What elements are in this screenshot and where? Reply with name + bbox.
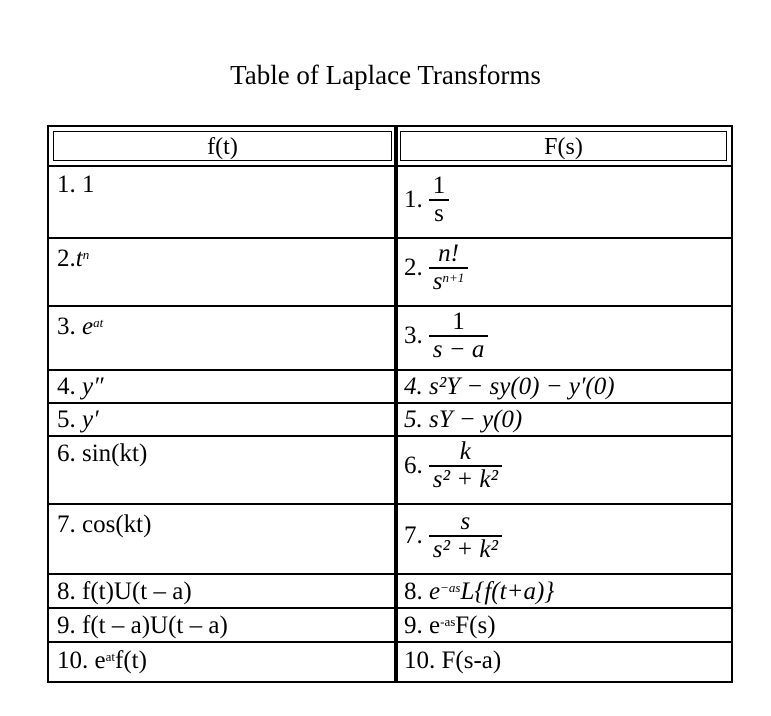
laplace-table xyxy=(47,125,733,683)
row-1-F-numerator: 1 xyxy=(432,172,446,199)
row-8-F-label: 8. xyxy=(404,578,423,605)
row-2-F xyxy=(394,237,733,307)
row-10-F xyxy=(394,641,733,683)
row-7-F-numerator: s xyxy=(460,508,471,535)
header-f-t: f(t) xyxy=(53,131,392,161)
row-8-F-rest: L{f(t+a)} xyxy=(460,578,555,605)
row-9-f-text: 9. f(t – a)U(t – a) xyxy=(57,612,228,639)
row-3-f-exponent: at xyxy=(93,315,104,330)
row-3-F-numerator: 1 xyxy=(452,308,465,335)
row-9-F-rest: F(s) xyxy=(455,612,496,639)
row-6-f xyxy=(47,435,398,505)
row-10-f-label: 10. xyxy=(57,647,89,674)
row-7-F-fraction xyxy=(429,509,502,563)
header-left-cell xyxy=(47,125,398,167)
row-1-F-label: 1. xyxy=(404,186,423,213)
row-2-f-exponent: n xyxy=(82,247,90,262)
row-9-f xyxy=(47,607,398,643)
row-6-F-fraction xyxy=(429,439,502,493)
row-2-F-numerator: n! xyxy=(438,240,459,267)
row-7-F xyxy=(394,503,733,575)
row-8-f-text: 8. f(t)U(t – a) xyxy=(57,578,192,605)
row-8-F xyxy=(394,573,733,609)
row-3-f-base: e xyxy=(82,313,94,340)
row-1-F-fraction xyxy=(429,173,450,227)
header-right-cell xyxy=(394,125,733,167)
row-1-f-text: 1. 1 xyxy=(57,171,95,198)
row-4-F xyxy=(394,369,733,404)
row-8-F-exponent: −as xyxy=(440,580,461,595)
row-2-F-fraction xyxy=(429,241,469,295)
row-8-F-base: e xyxy=(429,578,441,605)
row-7-f xyxy=(47,503,398,575)
row-9-F-base: e xyxy=(429,612,441,639)
row-10-f-exponent: at xyxy=(105,649,115,664)
row-4-f-label: 4. xyxy=(57,373,76,400)
row-6-F xyxy=(394,435,733,505)
row-6-f-text: 6. sin(kt) xyxy=(57,440,148,467)
header-F-s: F(s) xyxy=(400,131,727,161)
row-5-F-text: 5. sY − y(0) xyxy=(404,406,523,433)
row-7-f-text: 7. cos(kt) xyxy=(57,511,152,538)
row-1-F xyxy=(394,165,733,239)
row-5-F xyxy=(394,402,733,437)
row-6-F-denominator: s² + k² xyxy=(429,465,502,493)
row-5-f xyxy=(47,402,398,437)
row-3-f xyxy=(47,305,398,371)
row-7-F-label: 7. xyxy=(404,522,423,549)
row-3-F xyxy=(394,305,733,371)
row-10-F-text: 10. F(s-a) xyxy=(404,647,502,674)
row-8-f xyxy=(47,573,398,609)
row-2-f xyxy=(47,237,398,307)
row-3-F-fraction xyxy=(429,309,489,363)
row-9-F-exponent: -as xyxy=(440,614,456,629)
row-2-f-base: t xyxy=(75,245,83,272)
row-2-F-label: 2. xyxy=(404,254,423,281)
row-2-F-denominator xyxy=(429,267,469,295)
page-title: Table of Laplace Transforms xyxy=(230,60,541,90)
row-7-F-denominator: s² + k² xyxy=(429,535,502,563)
row-1-f xyxy=(47,165,398,239)
row-4-f xyxy=(47,369,398,404)
row-1-F-denominator: s xyxy=(429,199,450,227)
row-3-F-denominator: s − a xyxy=(429,335,489,363)
row-5-f-label: 5. xyxy=(57,406,76,433)
row-9-F-label: 9. xyxy=(404,612,423,639)
row-2-f-label: 2. xyxy=(57,245,76,272)
row-4-F-text: 4. s²Y − sy(0) − y′(0) xyxy=(404,373,615,400)
row-5-f-math: y′ xyxy=(82,406,99,433)
row-4-f-math: y″ xyxy=(82,373,104,400)
row-10-f-rest: f(t) xyxy=(115,647,147,674)
row-6-F-label: 6. xyxy=(404,452,423,479)
row-10-f-base: e xyxy=(94,647,106,674)
row-6-F-numerator: k xyxy=(459,438,471,465)
row-3-F-label: 3. xyxy=(404,322,423,349)
row-10-f xyxy=(47,641,398,683)
row-2-F-den-exponent: n+1 xyxy=(442,270,465,285)
row-2-F-den-base: s xyxy=(432,268,443,295)
row-9-F xyxy=(394,607,733,643)
row-3-f-label: 3. xyxy=(57,313,76,340)
